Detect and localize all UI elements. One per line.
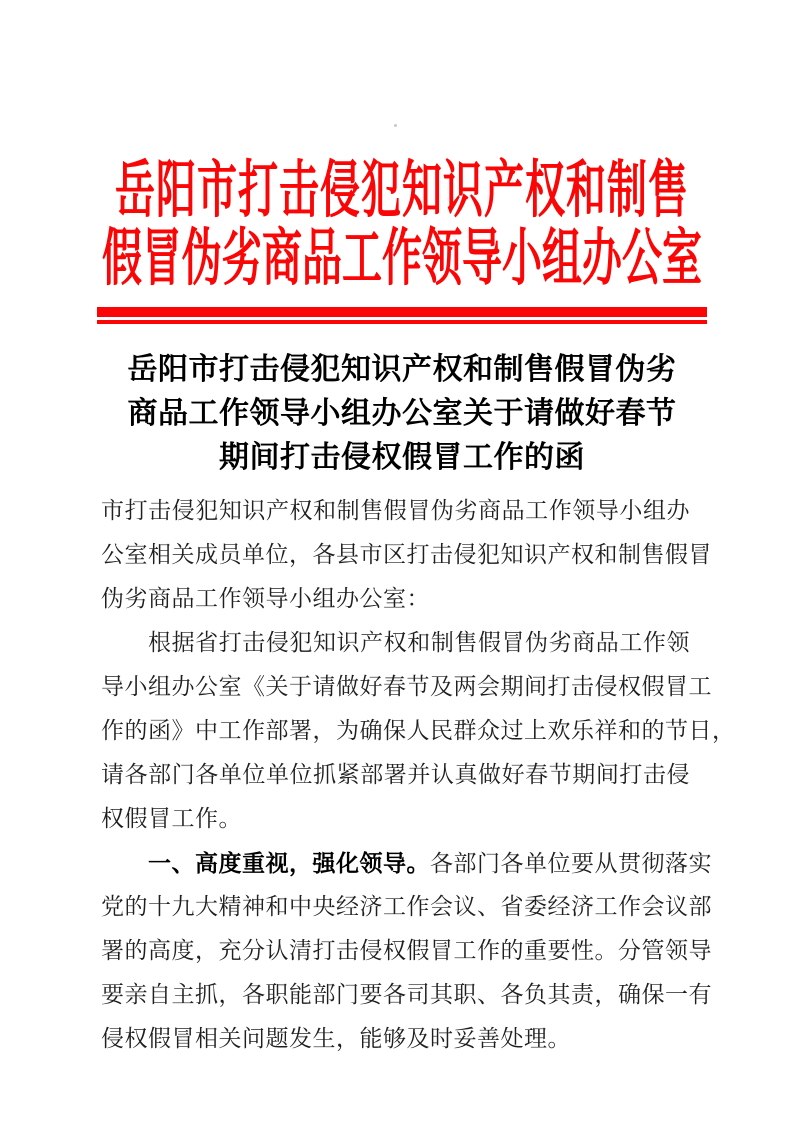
- text-line: 请各部门各单位单位抓紧部署并认真做好春节期间打击侵: [101, 762, 690, 787]
- doc-title-line: 商品工作领导小组办公室关于请做好春节: [127, 397, 677, 430]
- text-line: 导小组办公室《关于请做好春节及两会期间打击侵权假冒工: [101, 674, 712, 699]
- red-separator-thin: [97, 320, 707, 324]
- text-line: 署的高度，充分认清打击侵权假冒工作的重要性。分管领导: [101, 938, 712, 963]
- text-line: 侵权假冒相关问题发生，能够及时妥善处理。: [101, 1026, 571, 1051]
- text-line: 党的十九大精神和中央经济工作会议、省委经济工作会议部: [101, 894, 712, 919]
- text-line: 公室相关成员单位，各县市区打击侵犯知识产权和制售假冒: [101, 542, 712, 567]
- document-title: [97, 348, 707, 480]
- masthead-line-2: 假冒伪劣商品工作领导小组办公室: [102, 224, 702, 294]
- masthead-line-1: 岳阳市打击侵犯知识产权和制售: [115, 156, 689, 226]
- text-line: 要亲自主抓，各职能部门要各司其职、各负其责，确保一有: [101, 982, 712, 1007]
- text-line: 作的函》中工作部署，为确保人民群众过上欢乐祥和的节日，: [101, 718, 736, 743]
- text-line: 市打击侵犯知识产权和制售假冒伪劣商品工作领导小组办: [101, 498, 690, 523]
- scan-artifact-dot: [394, 124, 397, 127]
- red-masthead: [97, 156, 707, 300]
- text-line: 一、高度重视，强化领导。各部门各单位要从贯彻落实: [148, 850, 712, 876]
- document-body: [101, 489, 736, 1061]
- doc-title-line: 期间打击侵权假冒工作的函: [219, 441, 585, 474]
- doc-title-line: 岳阳市打击侵犯知识产权和制售假冒伪劣: [127, 353, 677, 386]
- text-line: 根据省打击侵犯知识产权和制售假冒伪劣商品工作领: [148, 630, 690, 655]
- red-separator-thick: [97, 307, 707, 317]
- text-line: 权假冒工作。: [101, 806, 242, 831]
- section-heading-bold: 一、高度重视，强化领导。: [148, 850, 430, 876]
- text-line: 伪劣商品工作领导小组办公室：: [101, 586, 430, 611]
